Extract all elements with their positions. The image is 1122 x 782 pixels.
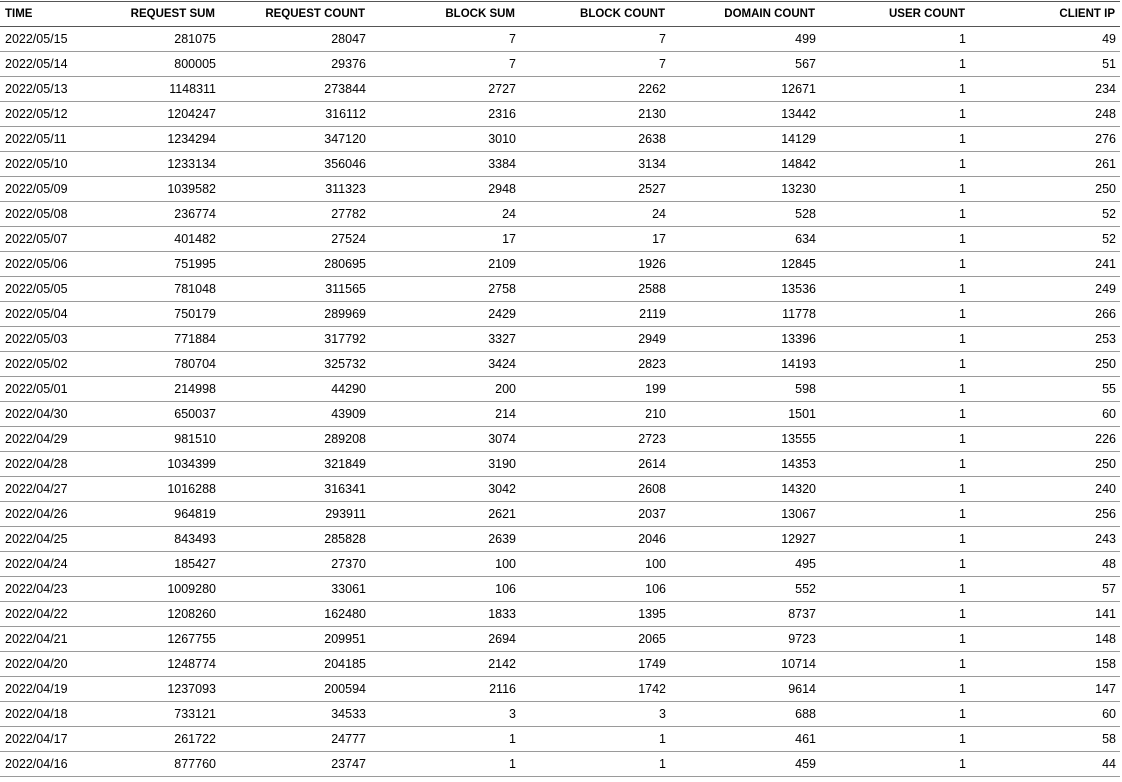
- cell-client-ip: 57: [970, 577, 1120, 602]
- cell-block-count: 2046: [520, 527, 670, 552]
- cell-user-count: 1: [820, 402, 970, 427]
- cell-domain-count: 567: [670, 52, 820, 77]
- cell-block-sum: 3010: [370, 127, 520, 152]
- cell-request-count: 317792: [220, 327, 370, 352]
- cell-user-count: 1: [820, 377, 970, 402]
- cell-domain-count: 13555: [670, 427, 820, 452]
- table-row: [0, 727, 1120, 752]
- cell-request-sum: 771884: [115, 327, 220, 352]
- cell-block-sum: 200: [370, 377, 520, 402]
- cell-client-ip: 241: [970, 252, 1120, 277]
- cell-time: 2022/04/28: [0, 452, 115, 477]
- cell-request-sum: 1237093: [115, 677, 220, 702]
- cell-domain-count: 552: [670, 577, 820, 602]
- cell-request-sum: 750179: [115, 302, 220, 327]
- cell-time: 2022/04/22: [0, 602, 115, 627]
- cell-client-ip: 55: [970, 377, 1120, 402]
- cell-block-count: 199: [520, 377, 670, 402]
- cell-client-ip: 234: [970, 77, 1120, 102]
- cell-request-count: 356046: [220, 152, 370, 177]
- col-header-domain-count: DOMAIN COUNT: [670, 2, 820, 27]
- cell-block-count: 2823: [520, 352, 670, 377]
- table-row: [0, 752, 1120, 777]
- table-row: [0, 527, 1120, 552]
- table-row: [0, 552, 1120, 577]
- cell-user-count: 1: [820, 52, 970, 77]
- cell-time: 2022/04/23: [0, 577, 115, 602]
- cell-request-count: 289969: [220, 302, 370, 327]
- cell-time: 2022/05/11: [0, 127, 115, 152]
- cell-block-count: 1: [520, 727, 670, 752]
- cell-time: 2022/05/04: [0, 302, 115, 327]
- cell-client-ip: 52: [970, 202, 1120, 227]
- cell-block-count: 100: [520, 552, 670, 577]
- cell-request-sum: 1034399: [115, 452, 220, 477]
- cell-time: 2022/04/21: [0, 627, 115, 652]
- cell-user-count: 1: [820, 327, 970, 352]
- cell-block-count: 24: [520, 202, 670, 227]
- cell-user-count: 1: [820, 302, 970, 327]
- cell-block-count: 1749: [520, 652, 670, 677]
- cell-request-sum: 1039582: [115, 177, 220, 202]
- col-header-request-count: REQUEST COUNT: [220, 2, 370, 27]
- cell-block-sum: 2727: [370, 77, 520, 102]
- cell-request-count: 28047: [220, 27, 370, 52]
- cell-block-sum: 24: [370, 202, 520, 227]
- cell-client-ip: 250: [970, 452, 1120, 477]
- cell-request-count: 27370: [220, 552, 370, 577]
- cell-block-sum: 1: [370, 752, 520, 777]
- cell-request-count: 347120: [220, 127, 370, 152]
- cell-user-count: 1: [820, 577, 970, 602]
- cell-client-ip: 52: [970, 227, 1120, 252]
- cell-domain-count: 14320: [670, 477, 820, 502]
- col-header-client-ip: CLIENT IP: [970, 2, 1120, 27]
- cell-time: 2022/05/08: [0, 202, 115, 227]
- cell-user-count: 1: [820, 27, 970, 52]
- cell-time: 2022/04/16: [0, 752, 115, 777]
- cell-request-count: 316112: [220, 102, 370, 127]
- cell-domain-count: 13442: [670, 102, 820, 127]
- cell-user-count: 1: [820, 677, 970, 702]
- cell-block-count: 2614: [520, 452, 670, 477]
- cell-domain-count: 12927: [670, 527, 820, 552]
- cell-time: 2022/04/25: [0, 527, 115, 552]
- cell-client-ip: 243: [970, 527, 1120, 552]
- cell-time: 2022/04/20: [0, 652, 115, 677]
- cell-time: 2022/05/09: [0, 177, 115, 202]
- cell-domain-count: 9723: [670, 627, 820, 652]
- cell-request-sum: 1248774: [115, 652, 220, 677]
- cell-block-count: 2949: [520, 327, 670, 352]
- cell-client-ip: 148: [970, 627, 1120, 652]
- cell-block-sum: 2694: [370, 627, 520, 652]
- cell-request-count: 273844: [220, 77, 370, 102]
- cell-request-sum: 1204247: [115, 102, 220, 127]
- cell-time: 2022/04/27: [0, 477, 115, 502]
- cell-block-count: 2119: [520, 302, 670, 327]
- cell-user-count: 1: [820, 552, 970, 577]
- cell-domain-count: 14842: [670, 152, 820, 177]
- cell-domain-count: 14193: [670, 352, 820, 377]
- cell-request-sum: 1148311: [115, 77, 220, 102]
- cell-domain-count: 598: [670, 377, 820, 402]
- table-row: [0, 127, 1120, 152]
- cell-client-ip: 248: [970, 102, 1120, 127]
- cell-block-sum: 3: [370, 702, 520, 727]
- cell-request-sum: 1233134: [115, 152, 220, 177]
- cell-time: 2022/05/12: [0, 102, 115, 127]
- cell-request-count: 316341: [220, 477, 370, 502]
- cell-block-sum: 2621: [370, 502, 520, 527]
- table-row: [0, 702, 1120, 727]
- cell-block-sum: 3074: [370, 427, 520, 452]
- cell-request-count: 200594: [220, 677, 370, 702]
- table-row: [0, 252, 1120, 277]
- cell-block-sum: 2948: [370, 177, 520, 202]
- col-header-request-sum: REQUEST SUM: [115, 2, 220, 27]
- cell-block-sum: 1: [370, 727, 520, 752]
- cell-client-ip: 141: [970, 602, 1120, 627]
- cell-user-count: 1: [820, 527, 970, 552]
- cell-user-count: 1: [820, 127, 970, 152]
- cell-block-sum: 214: [370, 402, 520, 427]
- cell-user-count: 1: [820, 77, 970, 102]
- stats-table: [0, 1, 1120, 777]
- cell-block-count: 2723: [520, 427, 670, 452]
- cell-user-count: 1: [820, 252, 970, 277]
- cell-request-count: 44290: [220, 377, 370, 402]
- cell-block-count: 2608: [520, 477, 670, 502]
- cell-domain-count: 11778: [670, 302, 820, 327]
- table-row: [0, 452, 1120, 477]
- cell-domain-count: 634: [670, 227, 820, 252]
- cell-client-ip: 60: [970, 402, 1120, 427]
- cell-client-ip: 58: [970, 727, 1120, 752]
- cell-user-count: 1: [820, 227, 970, 252]
- col-header-time: TIME: [0, 2, 115, 27]
- cell-request-count: 24777: [220, 727, 370, 752]
- header-row: [0, 2, 1120, 27]
- cell-block-sum: 17: [370, 227, 520, 252]
- cell-client-ip: 253: [970, 327, 1120, 352]
- cell-domain-count: 13536: [670, 277, 820, 302]
- table-row: [0, 177, 1120, 202]
- col-header-block-count: BLOCK COUNT: [520, 2, 670, 27]
- cell-block-count: 3: [520, 702, 670, 727]
- cell-domain-count: 10714: [670, 652, 820, 677]
- table-row: [0, 277, 1120, 302]
- cell-block-count: 17: [520, 227, 670, 252]
- cell-domain-count: 9614: [670, 677, 820, 702]
- cell-time: 2022/05/05: [0, 277, 115, 302]
- cell-client-ip: 256: [970, 502, 1120, 527]
- cell-time: 2022/05/10: [0, 152, 115, 177]
- cell-domain-count: 8737: [670, 602, 820, 627]
- table-row: [0, 302, 1120, 327]
- cell-block-sum: 2429: [370, 302, 520, 327]
- table-row: [0, 502, 1120, 527]
- cell-block-sum: 2316: [370, 102, 520, 127]
- cell-domain-count: 14129: [670, 127, 820, 152]
- cell-request-sum: 1009280: [115, 577, 220, 602]
- cell-request-sum: 800005: [115, 52, 220, 77]
- cell-time: 2022/04/30: [0, 402, 115, 427]
- table-body: [0, 27, 1120, 777]
- col-header-user-count: USER COUNT: [820, 2, 970, 27]
- cell-block-count: 2638: [520, 127, 670, 152]
- cell-user-count: 1: [820, 352, 970, 377]
- cell-request-count: 43909: [220, 402, 370, 427]
- cell-request-count: 162480: [220, 602, 370, 627]
- cell-user-count: 1: [820, 477, 970, 502]
- cell-user-count: 1: [820, 652, 970, 677]
- cell-request-count: 311323: [220, 177, 370, 202]
- cell-request-sum: 281075: [115, 27, 220, 52]
- table-row: [0, 402, 1120, 427]
- cell-block-count: 2065: [520, 627, 670, 652]
- table-row: [0, 427, 1120, 452]
- cell-request-count: 321849: [220, 452, 370, 477]
- cell-user-count: 1: [820, 752, 970, 777]
- table-row: [0, 27, 1120, 52]
- cell-request-count: 293911: [220, 502, 370, 527]
- table-row: [0, 652, 1120, 677]
- table-header: [0, 2, 1120, 27]
- cell-request-count: 325732: [220, 352, 370, 377]
- table-row: [0, 602, 1120, 627]
- cell-request-count: 280695: [220, 252, 370, 277]
- cell-block-count: 2037: [520, 502, 670, 527]
- cell-user-count: 1: [820, 427, 970, 452]
- cell-block-sum: 3384: [370, 152, 520, 177]
- cell-block-count: 210: [520, 402, 670, 427]
- cell-request-sum: 401482: [115, 227, 220, 252]
- cell-request-sum: 843493: [115, 527, 220, 552]
- cell-domain-count: 13396: [670, 327, 820, 352]
- cell-block-count: 1926: [520, 252, 670, 277]
- table-row: [0, 327, 1120, 352]
- cell-block-sum: 3042: [370, 477, 520, 502]
- cell-client-ip: 48: [970, 552, 1120, 577]
- cell-domain-count: 12845: [670, 252, 820, 277]
- cell-block-count: 2262: [520, 77, 670, 102]
- cell-client-ip: 49: [970, 27, 1120, 52]
- cell-client-ip: 266: [970, 302, 1120, 327]
- cell-block-sum: 3190: [370, 452, 520, 477]
- table-row: [0, 152, 1120, 177]
- cell-block-count: 2588: [520, 277, 670, 302]
- cell-request-sum: 780704: [115, 352, 220, 377]
- cell-block-count: 1: [520, 752, 670, 777]
- cell-domain-count: 12671: [670, 77, 820, 102]
- table-row: [0, 677, 1120, 702]
- cell-request-count: 27782: [220, 202, 370, 227]
- cell-time: 2022/04/19: [0, 677, 115, 702]
- cell-block-sum: 2758: [370, 277, 520, 302]
- cell-request-sum: 185427: [115, 552, 220, 577]
- cell-block-sum: 2109: [370, 252, 520, 277]
- cell-block-sum: 3424: [370, 352, 520, 377]
- col-header-block-sum: BLOCK SUM: [370, 2, 520, 27]
- cell-time: 2022/05/03: [0, 327, 115, 352]
- cell-request-sum: 964819: [115, 502, 220, 527]
- table-row: [0, 577, 1120, 602]
- cell-user-count: 1: [820, 727, 970, 752]
- cell-block-sum: 3327: [370, 327, 520, 352]
- cell-block-sum: 7: [370, 52, 520, 77]
- cell-request-count: 27524: [220, 227, 370, 252]
- cell-block-count: 7: [520, 27, 670, 52]
- cell-user-count: 1: [820, 452, 970, 477]
- cell-request-sum: 650037: [115, 402, 220, 427]
- cell-time: 2022/05/06: [0, 252, 115, 277]
- cell-block-count: 3134: [520, 152, 670, 177]
- cell-client-ip: 51: [970, 52, 1120, 77]
- cell-domain-count: 459: [670, 752, 820, 777]
- cell-request-count: 23747: [220, 752, 370, 777]
- cell-user-count: 1: [820, 152, 970, 177]
- cell-block-count: 1395: [520, 602, 670, 627]
- cell-request-count: 33061: [220, 577, 370, 602]
- cell-request-count: 204185: [220, 652, 370, 677]
- cell-user-count: 1: [820, 177, 970, 202]
- cell-block-count: 1742: [520, 677, 670, 702]
- cell-request-sum: 981510: [115, 427, 220, 452]
- cell-request-sum: 1267755: [115, 627, 220, 652]
- table-row: [0, 627, 1120, 652]
- cell-client-ip: 250: [970, 177, 1120, 202]
- cell-user-count: 1: [820, 602, 970, 627]
- cell-domain-count: 14353: [670, 452, 820, 477]
- cell-block-sum: 1833: [370, 602, 520, 627]
- cell-domain-count: 528: [670, 202, 820, 227]
- cell-time: 2022/04/26: [0, 502, 115, 527]
- cell-time: 2022/04/17: [0, 727, 115, 752]
- cell-request-sum: 877760: [115, 752, 220, 777]
- cell-request-sum: 1016288: [115, 477, 220, 502]
- cell-domain-count: 13067: [670, 502, 820, 527]
- cell-time: 2022/05/01: [0, 377, 115, 402]
- cell-time: 2022/05/07: [0, 227, 115, 252]
- cell-request-count: 289208: [220, 427, 370, 452]
- cell-client-ip: 44: [970, 752, 1120, 777]
- cell-block-sum: 106: [370, 577, 520, 602]
- cell-client-ip: 226: [970, 427, 1120, 452]
- cell-block-sum: 100: [370, 552, 520, 577]
- cell-client-ip: 249: [970, 277, 1120, 302]
- cell-request-sum: 733121: [115, 702, 220, 727]
- cell-request-count: 285828: [220, 527, 370, 552]
- table-row: [0, 352, 1120, 377]
- cell-block-sum: 2116: [370, 677, 520, 702]
- cell-user-count: 1: [820, 202, 970, 227]
- cell-client-ip: 250: [970, 352, 1120, 377]
- table-row: [0, 202, 1120, 227]
- cell-block-sum: 2639: [370, 527, 520, 552]
- cell-domain-count: 1501: [670, 402, 820, 427]
- cell-request-sum: 1234294: [115, 127, 220, 152]
- cell-client-ip: 158: [970, 652, 1120, 677]
- cell-block-count: 2527: [520, 177, 670, 202]
- cell-user-count: 1: [820, 102, 970, 127]
- cell-request-sum: 214998: [115, 377, 220, 402]
- cell-time: 2022/04/18: [0, 702, 115, 727]
- cell-domain-count: 499: [670, 27, 820, 52]
- cell-request-sum: 781048: [115, 277, 220, 302]
- cell-request-count: 311565: [220, 277, 370, 302]
- cell-block-count: 7: [520, 52, 670, 77]
- table-row: [0, 77, 1120, 102]
- cell-domain-count: 495: [670, 552, 820, 577]
- cell-block-sum: 2142: [370, 652, 520, 677]
- cell-request-count: 209951: [220, 627, 370, 652]
- cell-request-count: 29376: [220, 52, 370, 77]
- cell-client-ip: 240: [970, 477, 1120, 502]
- cell-request-count: 34533: [220, 702, 370, 727]
- cell-request-sum: 236774: [115, 202, 220, 227]
- cell-domain-count: 688: [670, 702, 820, 727]
- cell-time: 2022/05/02: [0, 352, 115, 377]
- cell-client-ip: 60: [970, 702, 1120, 727]
- cell-user-count: 1: [820, 627, 970, 652]
- cell-time: 2022/05/15: [0, 27, 115, 52]
- table-row: [0, 52, 1120, 77]
- table-row: [0, 477, 1120, 502]
- cell-block-count: 106: [520, 577, 670, 602]
- cell-time: 2022/04/24: [0, 552, 115, 577]
- cell-block-sum: 7: [370, 27, 520, 52]
- cell-request-sum: 1208260: [115, 602, 220, 627]
- cell-request-sum: 751995: [115, 252, 220, 277]
- table-row: [0, 102, 1120, 127]
- cell-request-sum: 261722: [115, 727, 220, 752]
- cell-user-count: 1: [820, 702, 970, 727]
- cell-time: 2022/05/14: [0, 52, 115, 77]
- cell-user-count: 1: [820, 277, 970, 302]
- cell-domain-count: 13230: [670, 177, 820, 202]
- cell-time: 2022/04/29: [0, 427, 115, 452]
- cell-client-ip: 261: [970, 152, 1120, 177]
- cell-client-ip: 276: [970, 127, 1120, 152]
- cell-user-count: 1: [820, 502, 970, 527]
- table-row: [0, 227, 1120, 252]
- cell-block-count: 2130: [520, 102, 670, 127]
- table-row: [0, 377, 1120, 402]
- cell-time: 2022/05/13: [0, 77, 115, 102]
- cell-domain-count: 461: [670, 727, 820, 752]
- cell-client-ip: 147: [970, 677, 1120, 702]
